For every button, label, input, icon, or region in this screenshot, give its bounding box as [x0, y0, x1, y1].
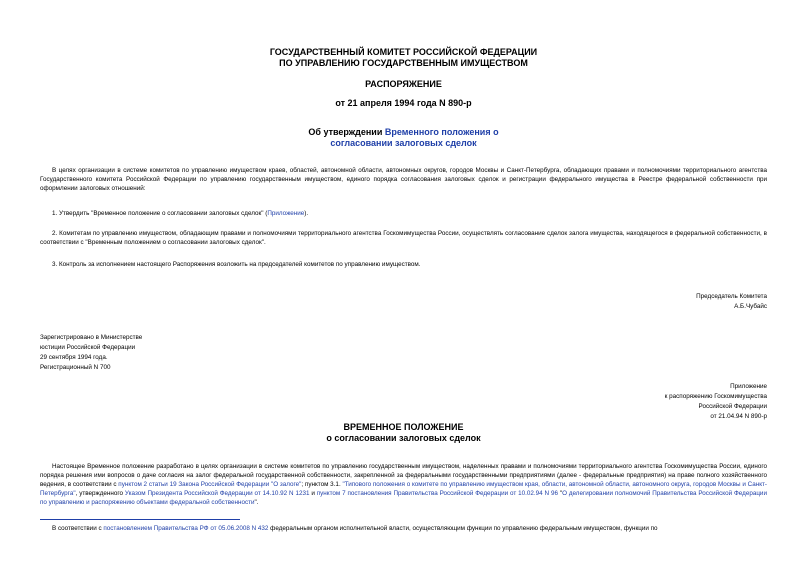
appendix-line3: Российской Федерации	[698, 403, 767, 410]
item-1	[52, 209, 767, 218]
document-title-line2	[0, 138, 807, 149]
provision-text-4: и	[309, 490, 317, 497]
delegation-link[interactable]: О делегировании полномочий Правительства Российской Федерации по управлению и распоряжению объектами федеральной собственности	[40, 490, 767, 506]
provision-text-3: , утвержденного	[75, 490, 125, 497]
item-1-text: 1. Утвердить "Временное положение о согласовании залоговых сделок" (	[52, 210, 268, 217]
government-decree-2008-link[interactable]: постановлением Правительства РФ от 05.06.2008 N 432	[103, 525, 269, 532]
footnote-text-2: федеральным органом исполнительной власти, осуществляющим функции по управлению федеральным имуществом, функции по	[268, 525, 658, 532]
section-subtitle: о согласовании залоговых сделок	[326, 433, 481, 443]
title-prefix: Об утверждении	[308, 127, 385, 137]
footnote-separator	[40, 519, 240, 520]
government-resolution-link[interactable]: пунктом 7 постановления Правительства Российской Федерации от 10.02.94 N 96	[316, 490, 558, 497]
presidential-decree-link[interactable]: Указом Президента Российской Федерации от 14.10.92 N 1231	[124, 490, 310, 497]
document-title	[0, 127, 807, 138]
provision-text-5: "	[557, 490, 563, 497]
document-date: от 21 апреля 1994 года N 890-р	[335, 98, 472, 108]
registration-line2: юстиции Российской Федерации	[40, 344, 136, 351]
title-link[interactable]: Временного положения о	[384, 127, 499, 137]
committee-name-line2: ПО УПРАВЛЕНИЮ ГОСУДАРСТВЕННЫМ ИМУЩЕСТВОМ	[279, 58, 528, 68]
registration-number: Регистрационный N 700	[40, 364, 111, 371]
signature-name: А.Б.Чубайс	[734, 303, 767, 310]
appendix-line4: от 21.04.94 N 890-р	[710, 413, 767, 420]
footnote-text-1: В соответствии с	[52, 525, 104, 532]
provision-paragraph	[40, 462, 767, 507]
registration-line1: Зарегистрировано в Министерстве	[40, 334, 143, 341]
item-2: 2. Комитетам по управлению имуществом, обладающим правами и полномочиями территориального агентства Госкомимущества России, осуществлять согласование сделок залога имущества, находящегося в федеральной собственности, в соответствии с "Временным положением о согласовании залоговых сделок".	[40, 230, 767, 246]
footnote-paragraph	[40, 524, 767, 533]
provision-text-1: Настоящее Временное положение разработано в целях организации в системе комитетов по управлению государственным имуществом, наделенных правами и полномочиями территориального агентства Госкомимущества России, единого порядка решения ими вопросов о даче согласия на залог федеральной государственной собственности, закрепленной за федеральными государственными предприятиями (далее - федеральные предприятия) на праве полного хозяйственного ведения, в соответствии с	[40, 463, 767, 488]
typical-regulation-link[interactable]: "Типового положения о комитете по управлению имуществом края, области, автономной области, автономного округа, городов Москвы и Санкт-Петербурга"	[40, 481, 767, 497]
appendix-line2: к распоряжению Госкомимущества	[664, 393, 767, 400]
law-on-pledge-link[interactable]: пунктом 2 статьи 19 Закона Российской Федерации "О залоге"	[118, 481, 302, 488]
signature-position: Председатель Комитета	[696, 293, 767, 300]
provision-text-6: ".	[254, 499, 259, 506]
title-link-line2[interactable]: согласовании залоговых сделок	[330, 138, 477, 148]
committee-name-line1: ГОСУДАРСТВЕННЫЙ КОМИТЕТ РОССИЙСКОЙ ФЕДЕРАЦИИ	[269, 47, 538, 57]
intro-paragraph: В целях организации в системе комитетов по управлению имуществом краев, областей, автономной области, автономных округов, городов Москвы и Санкт-Петербурга, обладающих правами и полномочиями территориального агентства Государственного комитета Российской Федерации по управлению государственным имуществом, единого порядка согласования залоговых сделок и регистрации федерального имущества в Реестре федеральной собственности при оформлении залоговых отношений:	[40, 167, 767, 192]
appendix-link[interactable]: Приложение	[267, 210, 305, 217]
section-title: ВРЕМЕННОЕ ПОЛОЖЕНИЕ	[343, 422, 464, 432]
appendix-label: Приложение	[730, 383, 767, 390]
document-type: РАСПОРЯЖЕНИЕ	[365, 79, 442, 89]
item-3: 3. Контроль за исполнением настоящего Распоряжения возложить на председателей комитетов по управлению имуществом.	[52, 261, 421, 268]
item-1-suffix: ).	[304, 210, 309, 217]
registration-line3: 29 сентября 1994 года.	[40, 354, 108, 361]
provision-text-2: ; пунктом 3.1.	[301, 481, 343, 488]
